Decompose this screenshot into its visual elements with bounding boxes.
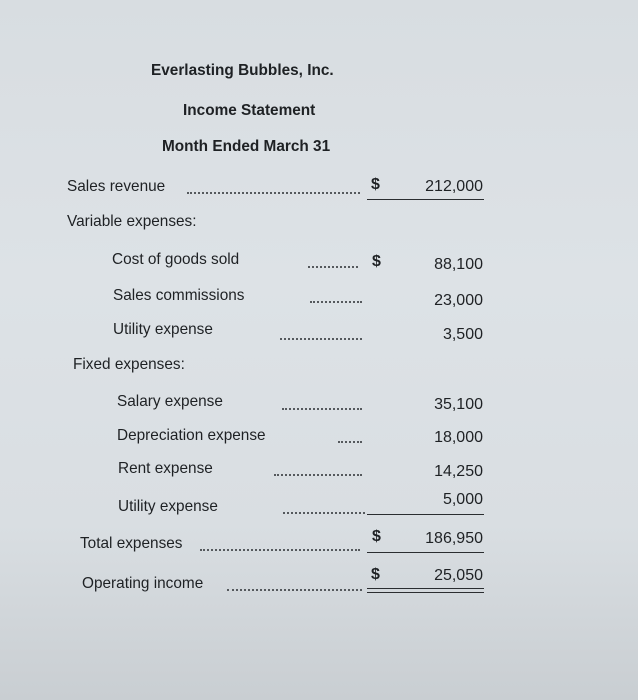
- total-expenses-label: Total expenses: [80, 535, 183, 552]
- utility-expense-variable-label: Utility expense: [113, 321, 213, 338]
- salary-expense-label: Salary expense: [117, 393, 223, 410]
- leader-dots: [310, 301, 362, 303]
- variable-expenses-heading: Variable expenses:: [67, 213, 197, 230]
- rent-expense-label: Rent expense: [118, 460, 213, 477]
- currency-symbol: $: [372, 253, 381, 270]
- fixed-expenses-heading: Fixed expenses:: [73, 356, 185, 373]
- total-expenses-amount: 186,950: [425, 530, 483, 547]
- utility-expense-variable-amount: 3,500: [442, 326, 483, 343]
- underline: [367, 552, 484, 553]
- sales-revenue-amount: 212,000: [425, 178, 483, 195]
- sales-commissions-label: Sales commissions: [113, 287, 245, 304]
- leader-dots: [274, 474, 362, 476]
- sales-revenue-label: Sales revenue: [67, 178, 166, 195]
- sales-commissions-amount: 23,000: [434, 292, 483, 309]
- operating-income-amount: 25,050: [434, 567, 483, 584]
- underline: [367, 514, 484, 515]
- double-underline: [367, 588, 484, 593]
- depreciation-expense-amount: 18,000: [434, 429, 483, 446]
- leader-dots: [227, 589, 362, 591]
- salary-expense-amount: 35,100: [434, 396, 483, 413]
- leader-dots: [308, 266, 358, 268]
- cost-of-goods-sold-label: Cost of goods sold: [112, 251, 240, 268]
- rent-expense-amount: 14,250: [434, 463, 483, 480]
- leader-dots: [200, 549, 360, 551]
- statement-title: Income Statement: [183, 102, 316, 119]
- utility-expense-fixed-label: Utility expense: [118, 498, 218, 515]
- currency-symbol: $: [371, 566, 380, 583]
- depreciation-expense-label: Depreciation expense: [117, 427, 266, 444]
- leader-dots: [282, 408, 362, 410]
- currency-symbol: $: [372, 528, 381, 545]
- underline: [367, 199, 484, 200]
- statement-period: Month Ended March 31: [162, 138, 331, 155]
- leader-dots: [283, 512, 365, 514]
- operating-income-label: Operating income: [82, 575, 204, 592]
- leader-dots: [338, 441, 362, 443]
- utility-expense-fixed-amount: 5,000: [442, 491, 483, 508]
- currency-symbol: $: [371, 176, 380, 193]
- company-name: Everlasting Bubbles, Inc.: [151, 62, 334, 79]
- leader-dots: [280, 338, 362, 340]
- leader-dots: [187, 192, 360, 194]
- cost-of-goods-sold-amount: 88,100: [434, 256, 483, 273]
